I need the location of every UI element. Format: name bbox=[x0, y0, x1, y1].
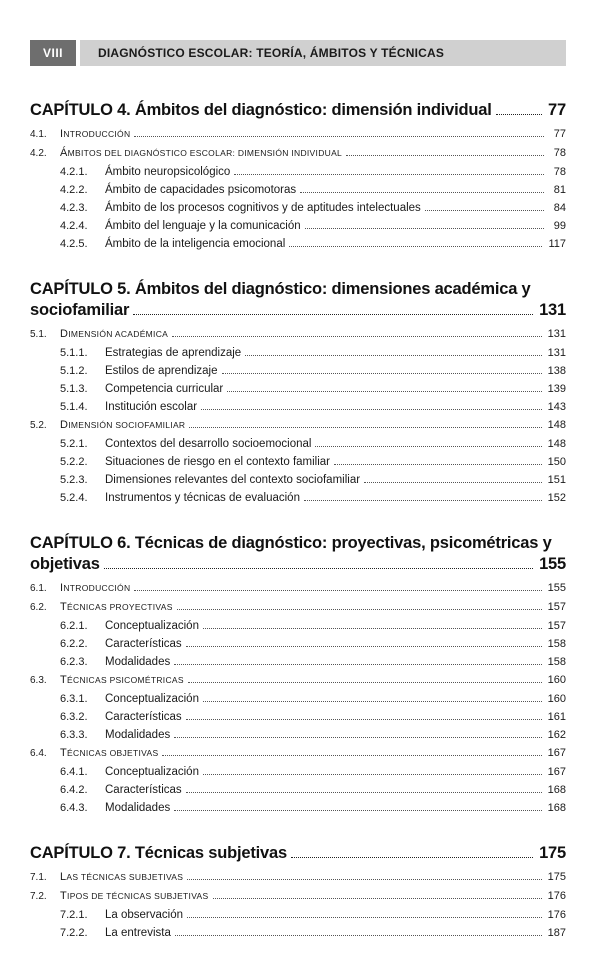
entry-number: 5.2. bbox=[30, 420, 47, 431]
toc-subsection-entry[interactable] bbox=[30, 344, 566, 362]
chapter-title-line2: sociofamiliar bbox=[30, 301, 130, 319]
entry-number: 5.1.2. bbox=[60, 365, 88, 377]
dot-leader bbox=[162, 755, 541, 756]
toc-subsection-entry[interactable] bbox=[30, 690, 566, 708]
toc-subsection-entry[interactable] bbox=[30, 763, 566, 781]
dot-leader bbox=[133, 314, 533, 315]
entry-page: 176 bbox=[547, 909, 566, 921]
entry-number: 4.2.2. bbox=[60, 184, 88, 196]
entry-number: 5.2.3. bbox=[60, 474, 88, 486]
dot-leader bbox=[174, 737, 541, 738]
entry-page: 148 bbox=[547, 419, 566, 431]
entry-page: 157 bbox=[547, 620, 566, 632]
entry-page: 138 bbox=[547, 365, 566, 377]
entry-title: TIPOS DE TÉCNICAS SUBJETIVAS bbox=[60, 890, 209, 902]
entry-number: 7.2. bbox=[30, 891, 47, 902]
entry-title: Ámbito de capacidades psicomotoras bbox=[105, 184, 297, 196]
chapter-heading-line1[interactable] bbox=[30, 533, 566, 554]
toc-subsection-entry[interactable] bbox=[30, 708, 566, 726]
entry-number: 4.2.1. bbox=[60, 166, 88, 178]
dot-leader bbox=[175, 935, 542, 936]
toc-subsection-entry[interactable] bbox=[30, 617, 566, 635]
toc-section-entry[interactable] bbox=[30, 744, 566, 763]
entry-title: Características bbox=[105, 711, 182, 723]
toc-subsection-entry[interactable] bbox=[30, 199, 566, 217]
toc-subsection-entry[interactable] bbox=[30, 726, 566, 744]
entry-page: 148 bbox=[547, 438, 566, 450]
toc-subsection-entry[interactable] bbox=[30, 235, 566, 253]
dot-leader bbox=[188, 682, 542, 683]
entry-number: 5.1.1. bbox=[60, 347, 88, 359]
entry-title: Estilos de aprendizaje bbox=[105, 365, 218, 377]
entry-number: 6.4.1. bbox=[60, 766, 88, 778]
entry-page: 167 bbox=[547, 766, 566, 778]
entry-number: 4.1. bbox=[30, 129, 47, 140]
dot-leader bbox=[174, 810, 541, 811]
entry-title: Conceptualización bbox=[105, 766, 199, 778]
entry-number: 4.2.3. bbox=[60, 202, 88, 214]
dot-leader bbox=[425, 210, 544, 211]
entry-page: 151 bbox=[547, 474, 566, 486]
entry-page: 158 bbox=[547, 656, 566, 668]
entry-page: 99 bbox=[553, 220, 566, 232]
dot-leader bbox=[289, 246, 542, 247]
entry-page: 150 bbox=[547, 456, 566, 468]
entry-page: 143 bbox=[547, 401, 566, 413]
entry-page: 152 bbox=[547, 492, 566, 504]
entry-title: Dimensiones relevantes del contexto sociofamiliar bbox=[105, 474, 361, 486]
entry-page: 158 bbox=[547, 638, 566, 650]
chapter-4 bbox=[30, 100, 566, 253]
toc-subsection-entry[interactable] bbox=[30, 362, 566, 380]
toc-subsection-entry[interactable] bbox=[30, 799, 566, 817]
entry-page: 160 bbox=[547, 693, 566, 705]
dot-leader bbox=[291, 857, 533, 858]
dot-leader bbox=[201, 409, 542, 410]
toc-subsection-entry[interactable] bbox=[30, 653, 566, 671]
dot-leader bbox=[213, 898, 542, 899]
entry-number: 6.2.3. bbox=[60, 656, 88, 668]
entry-title: TÉCNICAS PSICOMÉTRICAS bbox=[60, 674, 184, 686]
entry-page: 162 bbox=[547, 729, 566, 741]
dot-leader bbox=[174, 664, 541, 665]
entry-page: 155 bbox=[547, 582, 566, 594]
chapter-page: 77 bbox=[548, 101, 566, 119]
dot-leader bbox=[222, 373, 542, 374]
entry-title: Ámbito neuropsicológico bbox=[105, 166, 231, 178]
toc-subsection-entry[interactable] bbox=[30, 380, 566, 398]
entry-page: 84 bbox=[553, 202, 566, 214]
entry-number: 6.1. bbox=[30, 583, 47, 594]
dot-leader bbox=[186, 792, 542, 793]
entry-title: Ámbito del lenguaje y la comunicación bbox=[105, 220, 301, 232]
entry-number: 6.4. bbox=[30, 748, 47, 759]
table-of-contents bbox=[30, 100, 566, 968]
entry-title: TÉCNICAS OBJETIVAS bbox=[60, 747, 159, 759]
entry-title: Instrumentos y técnicas de evaluación bbox=[105, 492, 300, 504]
dot-leader bbox=[300, 192, 544, 193]
toc-section-entry[interactable] bbox=[30, 598, 566, 617]
chapter-7 bbox=[30, 843, 566, 942]
entry-title: Situaciones de riesgo en el contexto familiar bbox=[105, 456, 331, 468]
entry-title: Contextos del desarrollo socioemocional bbox=[105, 438, 312, 450]
entry-title: Ámbito de la inteligencia emocional bbox=[105, 238, 286, 250]
entry-page: 131 bbox=[547, 347, 566, 359]
toc-subsection-entry[interactable] bbox=[30, 181, 566, 199]
entry-title: Institución escolar bbox=[105, 401, 198, 413]
toc-section-entry[interactable] bbox=[30, 144, 566, 163]
entry-number: 4.2. bbox=[30, 148, 47, 159]
chapter-title: CAPÍTULO 7. Técnicas subjetivas bbox=[30, 844, 287, 862]
toc-subsection-entry[interactable] bbox=[30, 217, 566, 235]
toc-subsection-entry[interactable] bbox=[30, 398, 566, 416]
toc-subsection-entry[interactable] bbox=[30, 906, 566, 924]
entry-title: Conceptualización bbox=[105, 620, 199, 632]
toc-subsection-entry[interactable] bbox=[30, 471, 566, 489]
entry-number: 6.3.2. bbox=[60, 711, 88, 723]
toc-subsection-entry[interactable] bbox=[30, 489, 566, 507]
entry-number: 6.2.1. bbox=[60, 620, 88, 632]
entry-number: 5.1. bbox=[30, 329, 47, 340]
entry-number: 7.1. bbox=[30, 872, 47, 883]
dot-leader bbox=[227, 391, 541, 392]
entry-number: 6.3. bbox=[30, 675, 47, 686]
toc-subsection-entry[interactable] bbox=[30, 163, 566, 181]
dot-leader bbox=[177, 609, 542, 610]
toc-section-entry[interactable] bbox=[30, 579, 566, 598]
dot-leader bbox=[346, 155, 544, 156]
chapter-title-line1: CAPÍTULO 5. Ámbitos del diagnóstico: dimensiones académica y bbox=[30, 280, 531, 298]
toc-subsection-entry[interactable] bbox=[30, 924, 566, 942]
entry-page: 168 bbox=[547, 784, 566, 796]
entry-number: 6.2. bbox=[30, 602, 47, 613]
entry-title: DIMENSIÓN SOCIOFAMILIAR bbox=[60, 419, 186, 431]
entry-title: INTRODUCCIÓN bbox=[60, 128, 131, 140]
entry-title: Modalidades bbox=[105, 729, 171, 741]
entry-title: Modalidades bbox=[105, 802, 171, 814]
entry-page: 160 bbox=[547, 674, 566, 686]
chapter-page: 175 bbox=[539, 844, 566, 862]
entry-page: 77 bbox=[553, 128, 566, 140]
entry-page: 175 bbox=[547, 871, 566, 883]
dot-leader bbox=[134, 590, 541, 591]
dot-leader bbox=[187, 879, 541, 880]
entry-page: 131 bbox=[547, 328, 566, 340]
entry-number: 4.2.5. bbox=[60, 238, 88, 250]
chapter-heading[interactable] bbox=[30, 100, 566, 121]
entry-number: 4.2.4. bbox=[60, 220, 88, 232]
entry-title: LAS TÉCNICAS SUBJETIVAS bbox=[60, 871, 184, 883]
entry-title: Características bbox=[105, 784, 182, 796]
entry-number: 6.4.2. bbox=[60, 784, 88, 796]
toc-subsection-entry[interactable] bbox=[30, 435, 566, 453]
entry-title: TÉCNICAS PROYECTIVAS bbox=[60, 601, 173, 613]
entry-title: Modalidades bbox=[105, 656, 171, 668]
dot-leader bbox=[203, 701, 542, 702]
chapter-heading[interactable] bbox=[30, 843, 566, 864]
dot-leader bbox=[334, 464, 542, 465]
entry-title: Estrategias de aprendizaje bbox=[105, 347, 242, 359]
entry-number: 6.3.3. bbox=[60, 729, 88, 741]
dot-leader bbox=[186, 646, 542, 647]
entry-page: 157 bbox=[547, 601, 566, 613]
chapter-heading-line1[interactable] bbox=[30, 279, 566, 300]
toc-section-entry[interactable] bbox=[30, 325, 566, 344]
dot-leader bbox=[305, 228, 544, 229]
toc-section-entry[interactable] bbox=[30, 416, 566, 435]
entry-title: Conceptualización bbox=[105, 693, 199, 705]
dot-leader bbox=[134, 136, 544, 137]
entry-title: Ámbito de los procesos cognitivos y de aptitudes intelectuales bbox=[105, 202, 421, 214]
entry-page: 167 bbox=[547, 747, 566, 759]
toc-subsection-entry[interactable] bbox=[30, 635, 566, 653]
dot-leader bbox=[104, 568, 533, 569]
entry-number: 5.2.2. bbox=[60, 456, 88, 468]
entry-title: DIMENSIÓN ACADÉMICA bbox=[60, 328, 169, 340]
entry-title: INTRODUCCIÓN bbox=[60, 582, 131, 594]
entry-number: 6.2.2. bbox=[60, 638, 88, 650]
toc-section-entry[interactable] bbox=[30, 887, 566, 906]
dot-leader bbox=[203, 774, 542, 775]
entry-number: 5.1.4. bbox=[60, 401, 88, 413]
toc-section-entry[interactable] bbox=[30, 125, 566, 144]
dot-leader bbox=[203, 628, 542, 629]
entry-number: 6.4.3. bbox=[60, 802, 88, 814]
toc-subsection-entry[interactable] bbox=[30, 781, 566, 799]
dot-leader bbox=[187, 917, 542, 918]
toc-section-entry[interactable] bbox=[30, 868, 566, 887]
entry-title: La entrevista bbox=[105, 927, 171, 939]
book-title-header: DIAGNÓSTICO ESCOLAR: TEORÍA, ÁMBITOS Y TÉCNICAS bbox=[80, 40, 566, 66]
chapter-title-line1: CAPÍTULO 6. Técnicas de diagnóstico: proyectivas, psicométricas y bbox=[30, 534, 552, 552]
chapter-page: 155 bbox=[539, 555, 566, 573]
entry-page: 168 bbox=[547, 802, 566, 814]
entry-title: La observación bbox=[105, 909, 183, 921]
dot-leader bbox=[364, 482, 542, 483]
entry-number: 5.2.4. bbox=[60, 492, 88, 504]
entry-number: 5.1.3. bbox=[60, 383, 88, 395]
page-folio: VIII bbox=[30, 40, 76, 66]
chapter-title: CAPÍTULO 4. Ámbitos del diagnóstico: dimensión individual bbox=[30, 101, 492, 119]
dot-leader bbox=[304, 500, 542, 501]
entry-title: Características bbox=[105, 638, 182, 650]
entry-number: 7.2.1. bbox=[60, 909, 88, 921]
dot-leader bbox=[186, 719, 542, 720]
dot-leader bbox=[234, 174, 544, 175]
entry-title: Competencia curricular bbox=[105, 383, 224, 395]
entry-page: 81 bbox=[553, 184, 566, 196]
entry-number: 6.3.1. bbox=[60, 693, 88, 705]
dot-leader bbox=[245, 355, 541, 356]
chapter-title-line2: objetivas bbox=[30, 555, 100, 573]
dot-leader bbox=[315, 446, 541, 447]
dot-leader bbox=[189, 427, 541, 428]
entry-page: 176 bbox=[547, 890, 566, 902]
dot-leader bbox=[496, 114, 542, 115]
chapter-heading-line2[interactable] bbox=[30, 300, 566, 321]
entry-page: 187 bbox=[547, 927, 566, 939]
entry-number: 7.2.2. bbox=[60, 927, 88, 939]
dot-leader bbox=[172, 336, 542, 337]
running-head bbox=[30, 40, 566, 66]
chapter-heading-line2[interactable] bbox=[30, 554, 566, 575]
chapter-page: 131 bbox=[539, 301, 566, 319]
entry-number: 5.2.1. bbox=[60, 438, 88, 450]
toc-subsection-entry[interactable] bbox=[30, 453, 566, 471]
entry-page: 161 bbox=[547, 711, 566, 723]
entry-title: ÁMBITOS DEL DIAGNÓSTICO ESCOLAR: DIMENSIÓN INDIVIDUAL bbox=[60, 147, 343, 159]
entry-page: 117 bbox=[548, 238, 566, 250]
chapter-6 bbox=[30, 533, 566, 817]
entry-page: 78 bbox=[553, 147, 566, 159]
entry-page: 78 bbox=[553, 166, 566, 178]
chapter-5 bbox=[30, 279, 566, 507]
entry-page: 139 bbox=[547, 383, 566, 395]
toc-section-entry[interactable] bbox=[30, 671, 566, 690]
